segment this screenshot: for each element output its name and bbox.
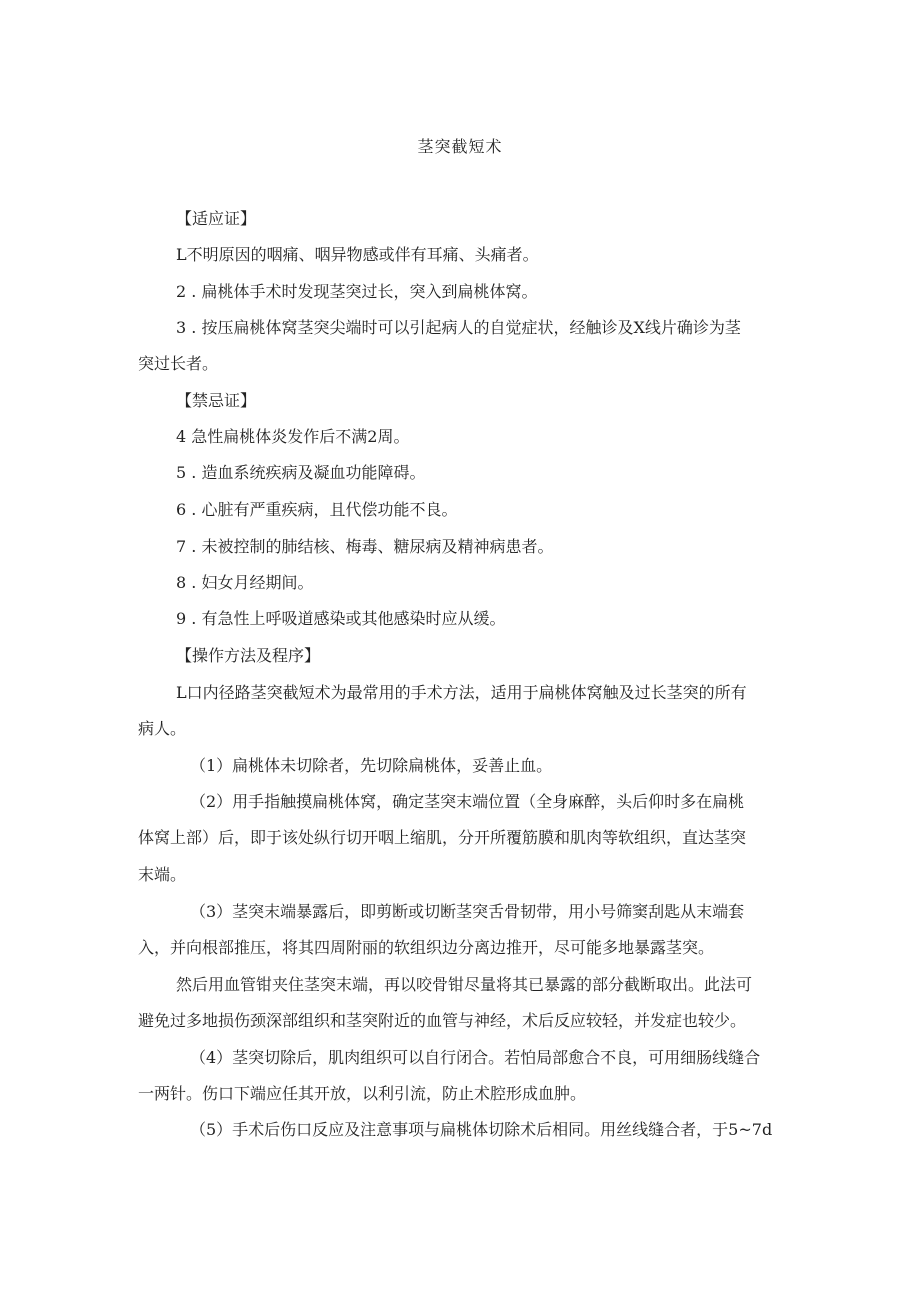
section-heading-contraindications: 【禁忌证】 [176, 391, 257, 410]
paragraph-line: 6 . 心脏有严重疾病，且代偿功能不良。 [176, 500, 458, 519]
paragraph-line: 3 . 按压扁桃体窝茎突尖端时可以引起病人的自觉症状，经触诊及X线片确诊为茎 [176, 318, 741, 337]
paragraph-line: 2 . 扁桃体手术时发现茎突过长，突入到扁桃体窝。 [176, 282, 538, 301]
paragraph-line: L不明原因的咽痛、咽异物感或伴有耳痛、头痛者。 [176, 245, 539, 264]
paragraph-line: （5）手术后伤口反应及注意事项与扁桃体切除术后相同。用丝线缝合者，于5~7d [190, 1120, 773, 1139]
paragraph-line: 5 . 造血系统疾病及凝血功能障碍。 [176, 463, 426, 482]
paragraph-line: 8 . 妇女月经期间。 [176, 573, 314, 592]
paragraph-line: 体窝上部）后，即于该处纵行切开咽上缩肌，分开所覆筋膜和肌肉等软组织，直达茎突 [138, 828, 747, 847]
paragraph-line: 末端。 [138, 865, 187, 884]
section-heading-procedure: 【操作方法及程序】 [176, 646, 321, 665]
paragraph-line: 4 急性扁桃体炎发作后不满2周。 [176, 427, 410, 446]
paragraph-line: L口内径路茎突截短术为最常用的手术方法，适用于扁桃体窝触及过长茎突的所有 [176, 683, 747, 702]
paragraph-line: （1）扁桃体未切除者，先切除扁桃体，妥善止血。 [190, 756, 553, 775]
document-title: 茎突截短术 [417, 137, 503, 156]
paragraph-line: 突过长者。 [138, 354, 219, 373]
paragraph-line: 7 . 未被控制的肺结核、梅毒、糖尿病及精神病患者。 [176, 537, 554, 556]
paragraph-line: （3）茎突末端暴露后，即剪断或切断茎突舌骨韧带，用小号筛窦刮匙从末端套 [190, 902, 745, 921]
paragraph-line: 9 . 有急性上呼吸道感染或其他感染时应从缓。 [176, 609, 506, 628]
paragraph-line: （4）茎突切除后，肌肉组织可以自行闭合。若怕局部愈合不良，可用细肠线缝合 [190, 1048, 761, 1067]
paragraph-line: （2）用手指触摸扁桃体窝，确定茎突末端位置（全身麻醉，头后仰时多在扁桃 [190, 792, 745, 811]
paragraph-line: 避免过多地损伤颈深部组织和茎突附近的血管与神经，术后反应较轻，并发症也较少。 [138, 1011, 747, 1030]
section-heading-indications: 【适应证】 [176, 209, 257, 228]
paragraph-line: 然后用血管钳夹住茎突末端，再以咬骨钳尽量将其已暴露的部分截断取出。此法可 [176, 975, 753, 994]
paragraph-line: 病人。 [138, 719, 187, 738]
paragraph-line: 一两针。伤口下端应任其开放，以利引流，防止术腔形成血肿。 [138, 1084, 587, 1103]
paragraph-line: 入，并向根部推压，将其四周附丽的软组织边分离边推开，尽可能多地暴露茎突。 [138, 938, 715, 957]
